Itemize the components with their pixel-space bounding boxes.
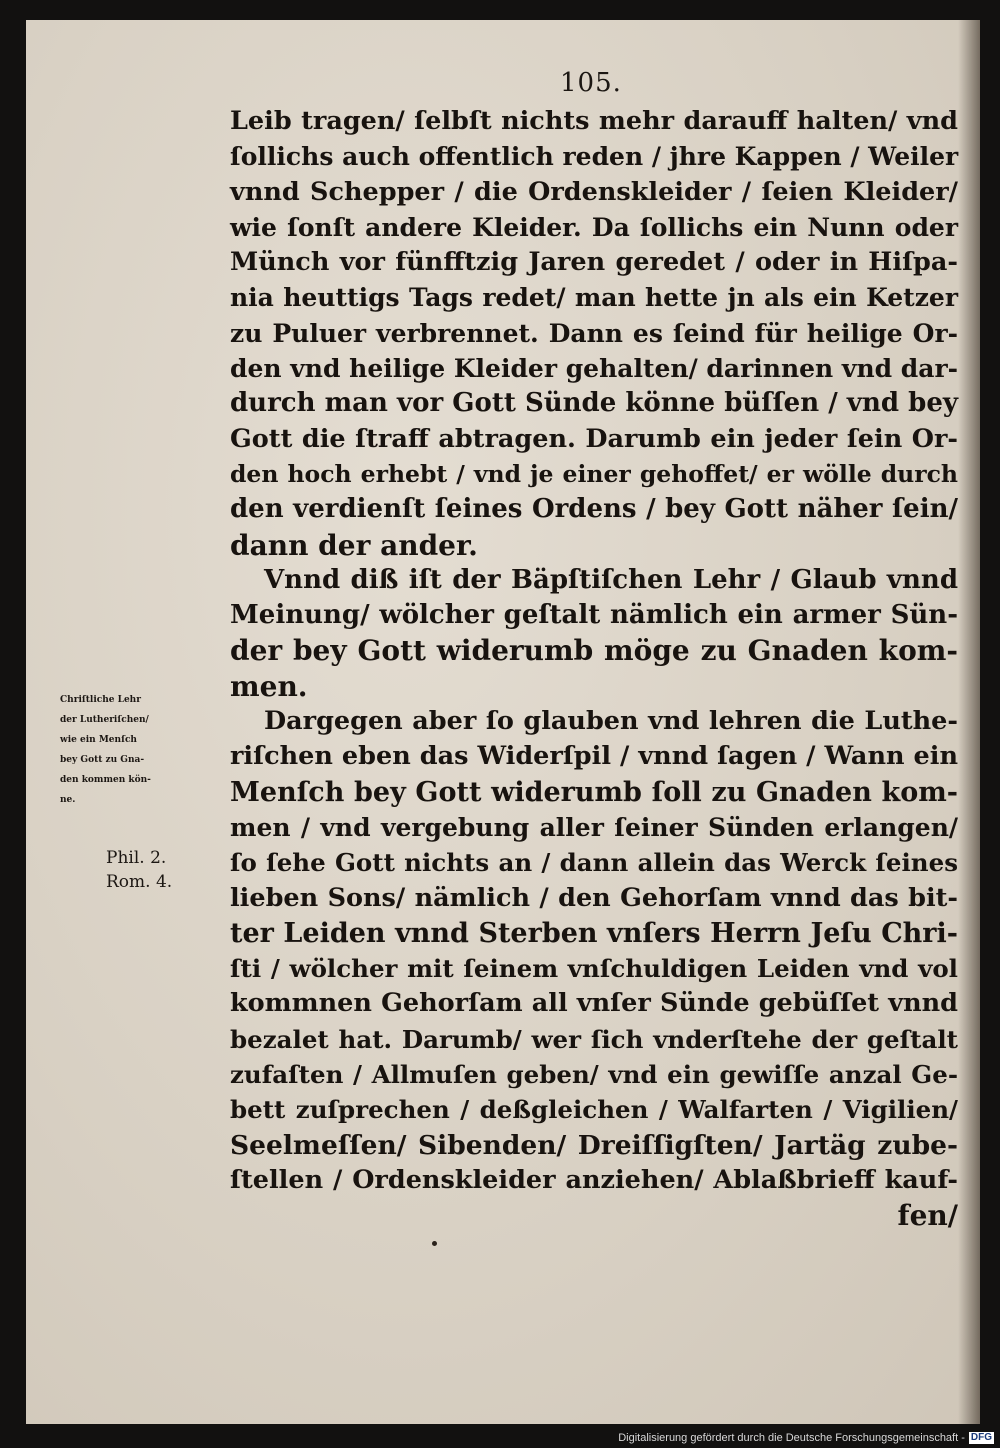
margin-note <box>60 690 240 810</box>
text-line: ſti / wölcher mit ſeinem vnſchuldigen Leiden vnd vol <box>230 954 958 984</box>
page-gutter-shadow <box>958 20 980 1424</box>
margin-note-line: Chriſtliche Lehr <box>60 695 141 705</box>
text-line: ſtellen / Ordenskleider anziehen/ Ablaßbrieff kauf- <box>230 1164 958 1195</box>
text-line: Dargegen aber ſo glauben vnd lehren die Luthe- <box>264 706 958 737</box>
text-line: ſo ſehe Gott nichts an / dann allein das Werck ſeines <box>230 848 958 878</box>
catchword: fen/ <box>897 1199 958 1233</box>
text-line: Menſch bey Gott widerumb ſoll zu Gnaden kom- <box>230 776 958 808</box>
margin-note-line: wie ein Menſch <box>60 735 137 745</box>
margin-note-line: der Lutheriſchen/ <box>60 715 149 725</box>
margin-note-line: den kommen kön- <box>60 775 151 785</box>
footer-text: Digitalisierung gefördert durch die Deutsche Forschungsgemeinschaft - <box>618 1432 965 1444</box>
margin-references <box>106 846 172 894</box>
text-line: nia heuttigs Tags redet/ man hette jn als ein Ketzer <box>230 283 958 313</box>
text-line: Münch vor fünfftzig Jaren geredet / oder in Hiſpa- <box>230 247 958 278</box>
text-line: den vnd heilige Kleider gehalten/ darinnen vnd dar- <box>230 354 959 384</box>
text-line: Leib tragen/ ſelbſt nichts mehr darauff halten/ vnd <box>230 106 958 136</box>
text-line: der bey Gott widerumb möge zu Gnaden kom- <box>230 634 958 668</box>
text-line: zu Puluer verbrennet. Dann es ſeind für heilige Or- <box>230 318 958 348</box>
text-line: riſchen eben das Widerſpil / vnnd ſagen / Wann ein <box>230 741 958 772</box>
margin-note-line: bey Gott zu Gna- <box>60 755 145 765</box>
text-line: bett zuſprechen / deßgleichen / Walfarten / Vigilien/ <box>230 1095 958 1125</box>
text-line: bezalet hat. Darumb/ wer ſich vnderſtehe der geſtalt <box>230 1024 958 1054</box>
text-line: Gott die ſtraff abtragen. Darumb ein jeder ſein Or- <box>230 423 958 454</box>
text-line: kommnen Gehorſam all vnſer Sünde gebüſſet vnnd <box>230 988 958 1019</box>
text-line: men / vnd vergebung aller ſeiner Sünden erlangen/ <box>230 812 958 842</box>
text-line: vnnd Schepper / die Ordenskleider / ſeien Kleider/ <box>230 176 958 207</box>
text-line: lieben Sons/ nämlich / den Gehorſam vnnd das bit- <box>230 882 958 913</box>
margin-note-line: ne. <box>60 795 76 805</box>
text-line: durch man vor Gott Sünde könne büſſen / vnd bey <box>230 388 958 419</box>
text-line: ter Leiden vnnd Sterben vnſers Herrn Jeſu Chri- <box>230 917 958 949</box>
text-line: wie ſonſt andere Kleider. Da ſollichs ein Nunn oder <box>230 212 958 242</box>
text-line: ſollichs auch offentlich reden / jhre Kappen / Weiler <box>230 142 959 172</box>
text-line: zufaſten / Allmuſen geben/ vnd ein gewiſſe anzal Ge- <box>230 1060 958 1090</box>
text-line: Meinung/ wölcher geſtalt nämlich ein armer Sün- <box>230 600 958 631</box>
body-text <box>230 104 958 1234</box>
margin-reference: Rom. 4. <box>106 872 173 892</box>
page-number: 105. <box>560 68 622 98</box>
text-line: men. <box>230 669 308 703</box>
text-line: den hoch erhebt / vnd je einer gehoffet/ er wölle durch <box>230 459 958 488</box>
margin-reference: Phil. 2. <box>106 848 167 868</box>
text-line: Seelmeſſen/ Sibenden/ Dreiſſigſten/ Jartäg zube- <box>230 1129 958 1161</box>
text-line: Vnnd diß iſt der Bäpſtiſchen Lehr / Glaub vnnd <box>264 564 958 595</box>
dfg-logo-icon: DFG <box>970 1432 992 1443</box>
digitization-footer <box>618 1432 994 1444</box>
text-line: den verdienſt ſeines Ordens / bey Gott näher ſein/ <box>230 494 958 525</box>
text-line: dann der ander. <box>230 528 478 562</box>
ink-dot <box>432 1241 437 1246</box>
